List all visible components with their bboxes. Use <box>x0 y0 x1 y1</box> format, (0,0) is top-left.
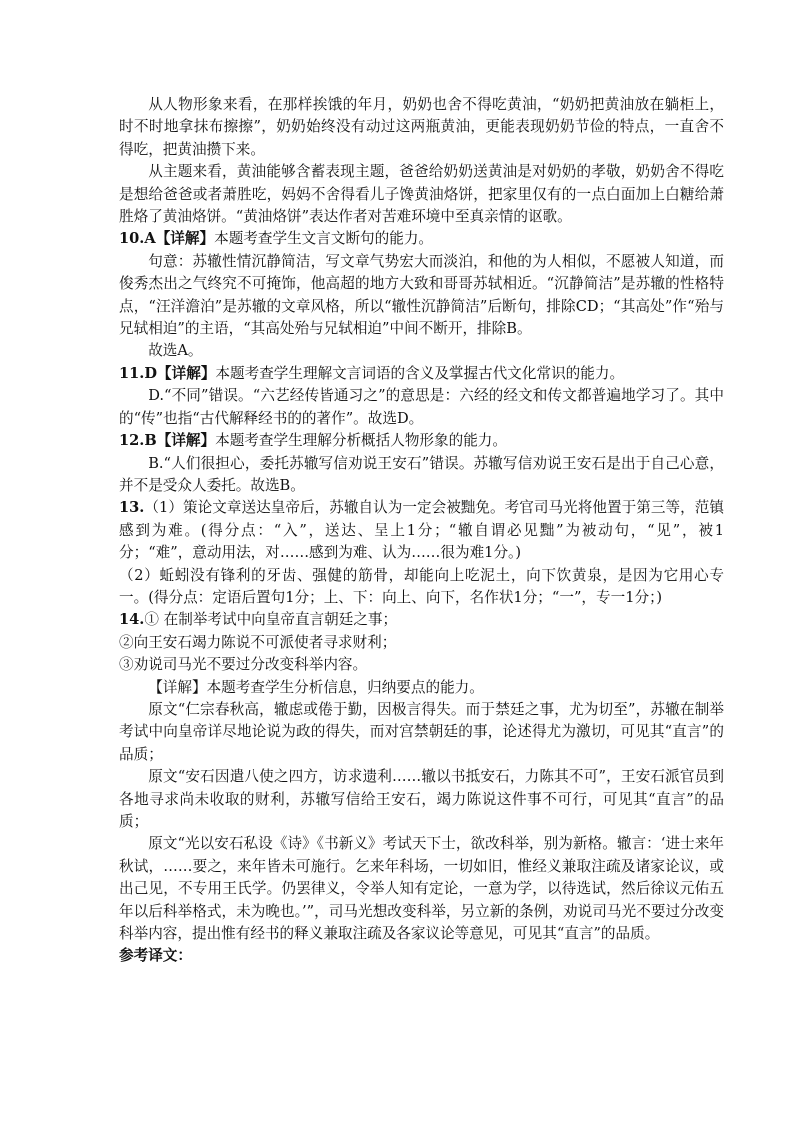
text-run: 本题考查学生文言文断句的能力。 <box>214 230 434 248</box>
text-run: 从主题来看，黄油能够含蓄表现主题，爸爸给奶奶送黄油是对奶奶的孝敬，奶奶舍不得吃是想给爸爸或者萧胜吃，妈妈不舍得看儿子馋黄油烙饼，把家里仅有的一点白面加上白糖给萧胜烙了黄油烙饼。“黄油烙饼”表达作者对苦难环境中至真亲情的讴歌。 <box>119 163 724 226</box>
text-run: 句意：苏辙性情沉静简洁，写文章气势宏大而淡泊，和他的为人相似，不愿被人知道，而俊秀杰出之气终究不可掩饰，他高超的地方大致和哥哥苏轼相近。“沉静简洁”是苏辙的性格特点，“汪洋澹泊”是苏辙的文章风格，所以“辙性沉静简洁”后断句，排除CD；“其高处”作“殆与兄轼相迫”的主语，“其高处殆与兄轼相迫”中间不断开，排除B。 <box>119 252 724 338</box>
text-run: 从人物形象来看，在那样挨饿的年月，奶奶也舍不得吃黄油，“奶奶把黄油放在躺柜上，时不时地拿抹布擦擦”，奶奶始终没有动过这两瓶黄油，更能表现奶奶节俭的特点，一直舍不得吃，把黄油攒下来。 <box>119 96 724 158</box>
bold-run: 10.A【详解】 <box>119 230 215 248</box>
paragraph <box>119 228 724 250</box>
text-run: 原文“安石因遣八使之四方，访求遗利……辙以书抵安石，力陈其不可”，王安石派官员到各地寻求尚未收取的财利，苏辙写信给王安石，竭力陈说这件事不可行，可见其“直言”的品质； <box>119 768 724 830</box>
paragraph <box>119 766 724 833</box>
paragraph <box>119 945 724 967</box>
bold-run: 13. <box>119 499 145 517</box>
text-run: （2）蚯蚓没有锋利的牙齿、强健的筋骨，却能向上吃泥土，向下饮黄泉，是因为它用心专一。(得分点：定语后置句1分；上、下：向上、向下，名作状1分；“一”，专一1分；) <box>119 566 724 606</box>
paragraph <box>119 363 724 385</box>
paragraph <box>119 385 724 430</box>
text-run: B.“人们很担心，委托苏辙写信劝说王安石”错误。苏辙写信劝说王安石是出于自己心意，并不是受众人委托。故选B。 <box>119 454 724 494</box>
paragraph <box>119 632 724 654</box>
paragraph <box>119 699 724 766</box>
bold-run: 参考译文： <box>119 947 192 965</box>
text-run: 本题考查学生理解分析概括人物形象的能力。 <box>215 432 507 450</box>
paragraph <box>119 161 724 228</box>
text-run: D.“不同”错误。“六艺经传皆通习之”的意思是：六经的经文和传文都普遍地学习了。其中的“传”也指“古代解释经书的的著作”。故选D。 <box>119 387 724 427</box>
text-run: ②向王安石竭力陈说不可派使者寻求财利； <box>119 633 397 651</box>
paragraph <box>119 497 724 564</box>
paragraph <box>119 251 724 341</box>
document-body <box>119 94 724 968</box>
text-run: 故选A。 <box>148 342 203 360</box>
text-run: 本题考查学生理解文言词语的含义及掌握古代文化常识的能力。 <box>215 364 625 382</box>
paragraph <box>119 609 724 631</box>
text-run: 原文“光以安石私设《诗》《书新义》考试天下士，欲改科举，别为新格。辙言：‘进士来年秋试，……要之，来年皆未可施行。乞来年科场，一切如旧，惟经义兼取注疏及诸家论议，或出己见，不专用王氏学。仍罢律义，令举人知有定论，一意为学，以待选试，然后徐议元佑五年以后科举格式，未为晚也。’”，司马光想改变科举，另立新的条例，劝说司马光不要过分改变科举内容，提出惟有经书的释义兼取注疏及各家议论等意见，可见其“直言”的品质。 <box>119 835 724 943</box>
text-run: ① 在制举考试中向皇帝直言朝廷之事； <box>144 611 398 629</box>
text-run: （1）策论文章送达皇帝后，苏辙自认为一定会被黜免。考官司马光将他置于第三等，范镇感到为难。(得分点：“入”，送达、呈上1分；“辙自谓必见黜”为被动句，“见”，被1分；“难”，意动用法，对……感到为难、认为……很为难1分。) <box>119 499 724 562</box>
bold-run: 12.B【详解】 <box>119 432 216 450</box>
paragraph <box>119 565 724 610</box>
paragraph <box>119 453 724 498</box>
paragraph <box>119 833 724 945</box>
paragraph <box>119 340 724 362</box>
paragraph <box>119 94 724 161</box>
text-run: ③劝说司马光不要过分改变科举内容。 <box>119 656 368 674</box>
paragraph <box>119 677 724 699</box>
text-run: 【详解】本题考查学生分析信息，归纳要点的能力。 <box>148 678 484 696</box>
paragraph <box>119 654 724 676</box>
paragraph <box>119 430 724 452</box>
bold-run: 11.D【详解】 <box>119 364 216 382</box>
text-run: 原文“仁宗春秋高，辙虑或倦于勤，因极言得失。而于禁廷之事，尤为切至”，苏辙在制举考试中向皇帝详尽地论说为政的得失，而对宫禁朝廷的事，论述得尤为激切，可见其“直言”的品质； <box>119 700 724 763</box>
bold-run: 14. <box>119 611 145 629</box>
